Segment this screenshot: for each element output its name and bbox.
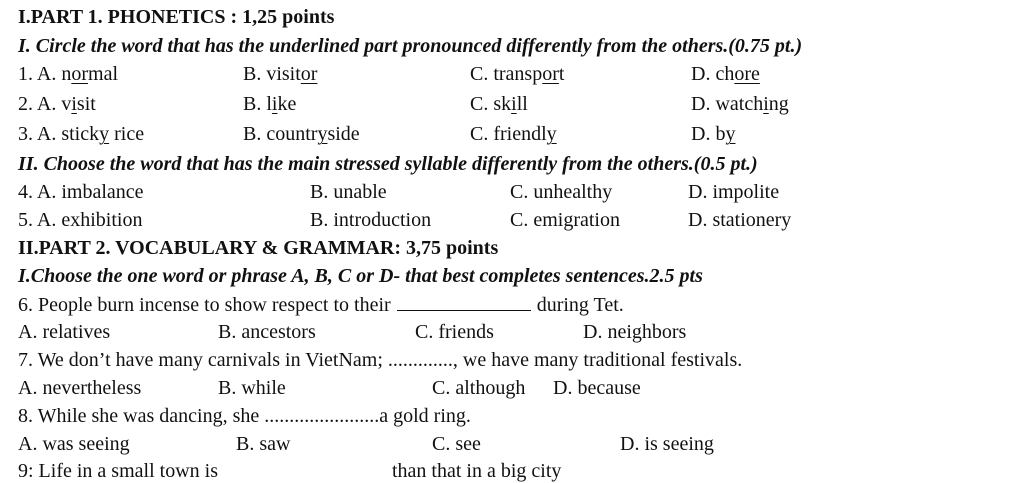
q2-option-a: 2. A. visit — [18, 93, 96, 115]
q9-text-end: than that in a big city — [392, 460, 562, 482]
question-7-options — [18, 376, 1018, 400]
answer-blank — [397, 292, 531, 311]
q8-option-b: B. saw — [236, 433, 291, 455]
q3-option-b: B. countryside — [243, 123, 360, 145]
q3-option-c: C. friendly — [470, 123, 557, 145]
q7-option-c: C. although — [432, 377, 526, 399]
section1-instruction: I. Circle the word that has the underlined part pronounced differently from the others.(0.75 pt.) — [18, 35, 803, 57]
q1-option-d: D. chore — [691, 63, 760, 85]
q9-text-start: 9: Life in a small town is — [18, 460, 218, 482]
q2-option-d: D. watching — [691, 93, 789, 115]
question-8-options — [18, 432, 1018, 456]
question-9 — [18, 459, 1018, 483]
q7-option-a: A. nevertheless — [18, 377, 142, 399]
q4-option-a: 4. A. imbalance — [18, 181, 144, 203]
q5-option-d: D. stationery — [688, 209, 792, 231]
q1-option-b: B. visitor — [243, 63, 318, 85]
q3-option-a: 3. A. sticky rice — [18, 123, 145, 145]
q5-option-c: C. emigration — [510, 209, 620, 231]
part1-title: I.PART 1. PHONETICS : 1,25 points — [18, 6, 335, 28]
q1-option-a: 1. A. normal — [18, 63, 119, 85]
q8-option-c: C. see — [432, 433, 481, 455]
question-4 — [18, 180, 1018, 204]
q6-option-c: C. friends — [415, 321, 494, 343]
q7-option-d: D. because — [553, 377, 641, 399]
q7-option-b: B. while — [218, 377, 286, 399]
question-5 — [18, 208, 1018, 232]
q1-option-c: C. transport — [470, 63, 565, 85]
question-8: 8. While she was dancing, she .......................a gold ring. — [18, 405, 471, 427]
question-6: 6. People burn incense to show respect to their during Tet. — [18, 294, 624, 316]
section2-instruction: II. Choose the word that has the main stressed syllable differently from the others.(0.5 pt.) — [18, 153, 758, 175]
q6-option-b: B. ancestors — [218, 321, 316, 343]
q4-option-b: B. unable — [310, 181, 387, 203]
q4-option-d: D. impolite — [688, 181, 780, 203]
q3-option-d: D. by — [691, 123, 736, 145]
question-3 — [18, 122, 1018, 146]
question-2 — [18, 92, 1018, 116]
question-6-options — [18, 320, 1018, 344]
question-7: 7. We don’t have many carnivals in VietNam; ............., we have many traditional festivals. — [18, 349, 743, 371]
q2-option-c: C. skill — [470, 93, 528, 115]
q5-option-a: 5. A. exhibition — [18, 209, 143, 231]
part2-instruction: I.Choose the one word or phrase A, B, C or D- that best completes sentences.2.5 pts — [18, 265, 703, 287]
question-1 — [18, 62, 1018, 86]
q5-option-b: B. introduction — [310, 209, 432, 231]
q8-option-a: A. was seeing — [18, 433, 130, 455]
q4-option-c: C. unhealthy — [510, 181, 613, 203]
q8-option-d: D. is seeing — [620, 433, 714, 455]
part2-title: II.PART 2. VOCABULARY & GRAMMAR: 3,75 points — [18, 237, 499, 259]
q6-option-a: A. relatives — [18, 321, 111, 343]
q2-option-b: B. like — [243, 93, 297, 115]
q6-option-d: D. neighbors — [583, 321, 687, 343]
